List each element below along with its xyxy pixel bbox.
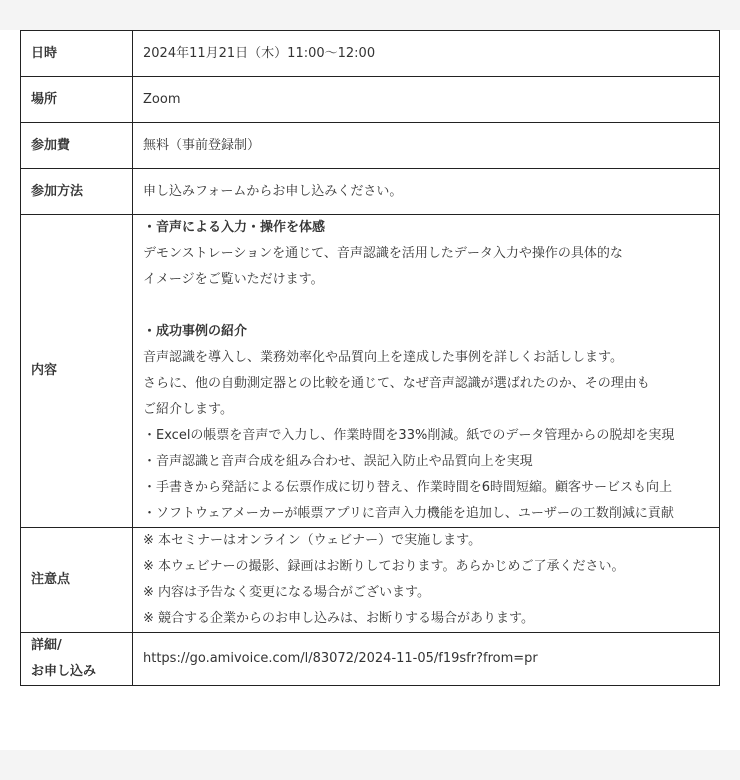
content-case-item: ・音声認識と音声合成を組み合わせ、誤記入防止や品質向上を実現 bbox=[143, 454, 533, 469]
label-datetime: 日時 bbox=[21, 31, 133, 77]
content-heading-demo: ・音声による入力・操作を体感 bbox=[143, 220, 326, 235]
value-content bbox=[133, 215, 720, 528]
label-place: 場所 bbox=[21, 77, 133, 123]
value-place: Zoom bbox=[133, 77, 720, 123]
row-method bbox=[21, 169, 720, 215]
label-content: 内容 bbox=[21, 215, 133, 528]
row-fee bbox=[21, 123, 720, 169]
value-method: 申し込みフォームからお申し込みください。 bbox=[133, 169, 720, 215]
value-fee: 無料（事前登録制） bbox=[133, 123, 720, 169]
row-content bbox=[21, 215, 720, 528]
value-notes bbox=[133, 528, 720, 633]
label-fee: 参加費 bbox=[21, 123, 133, 169]
row-notes bbox=[21, 528, 720, 633]
content-line: さらに、他の自動測定器との比較を通じて、なぜ音声認識が選ばれたのか、その理由も bbox=[143, 376, 650, 391]
note-item: ※ 本セミナーはオンライン（ウェビナー）で実施します。 bbox=[143, 533, 482, 548]
spacer bbox=[143, 293, 709, 319]
label-details-line1: 詳細/ bbox=[31, 638, 62, 653]
content-line: 音声認識を導入し、業務効率化や品質向上を達成した事例を詳しくお話しします。 bbox=[143, 350, 623, 365]
note-item: ※ 本ウェビナーの撮影、録画はお断りしております。あらかじめご了承ください。 bbox=[143, 559, 625, 574]
content-case-item: ・ソフトウェアメーカーが帳票アプリに音声入力機能を追加し、ユーザーの工数削減に貢献 bbox=[143, 506, 674, 521]
value-datetime: 2024年11月21日（木）11:00〜12:00 bbox=[133, 31, 720, 77]
content-heading-cases: ・成功事例の紹介 bbox=[143, 324, 248, 339]
content-case-item: ・手書きから発話による伝票作成に切り替え、作業時間を6時間短縮。顧客サービスも向上 bbox=[143, 480, 673, 495]
label-notes: 注意点 bbox=[21, 528, 133, 633]
content-case-item: ・Excelの帳票を音声で入力し、作業時間を33%削減。紙でのデータ管理からの脱却を実現 bbox=[143, 428, 675, 443]
row-datetime bbox=[21, 31, 720, 77]
row-place bbox=[21, 77, 720, 123]
note-item: ※ 内容は予告なく変更になる場合がございます。 bbox=[143, 585, 430, 600]
event-info-sheet bbox=[0, 30, 740, 750]
label-details bbox=[21, 633, 133, 686]
label-details-line2: お申し込み bbox=[31, 664, 97, 679]
row-details bbox=[21, 633, 720, 686]
content-line: イメージをご覧いただけます。 bbox=[143, 272, 324, 287]
note-item: ※ 競合する企業からのお申し込みは、お断りする場合があります。 bbox=[143, 611, 534, 626]
value-details-url[interactable]: https://go.amivoice.com/l/83072/2024-11-05/f19sfr?from=pr bbox=[133, 633, 720, 686]
content-line: デモンストレーションを通じて、音声認識を活用したデータ入力や操作の具体的な bbox=[143, 246, 623, 261]
event-info-table bbox=[20, 30, 720, 686]
content-line: ご紹介します。 bbox=[143, 402, 233, 417]
label-method: 参加方法 bbox=[21, 169, 133, 215]
